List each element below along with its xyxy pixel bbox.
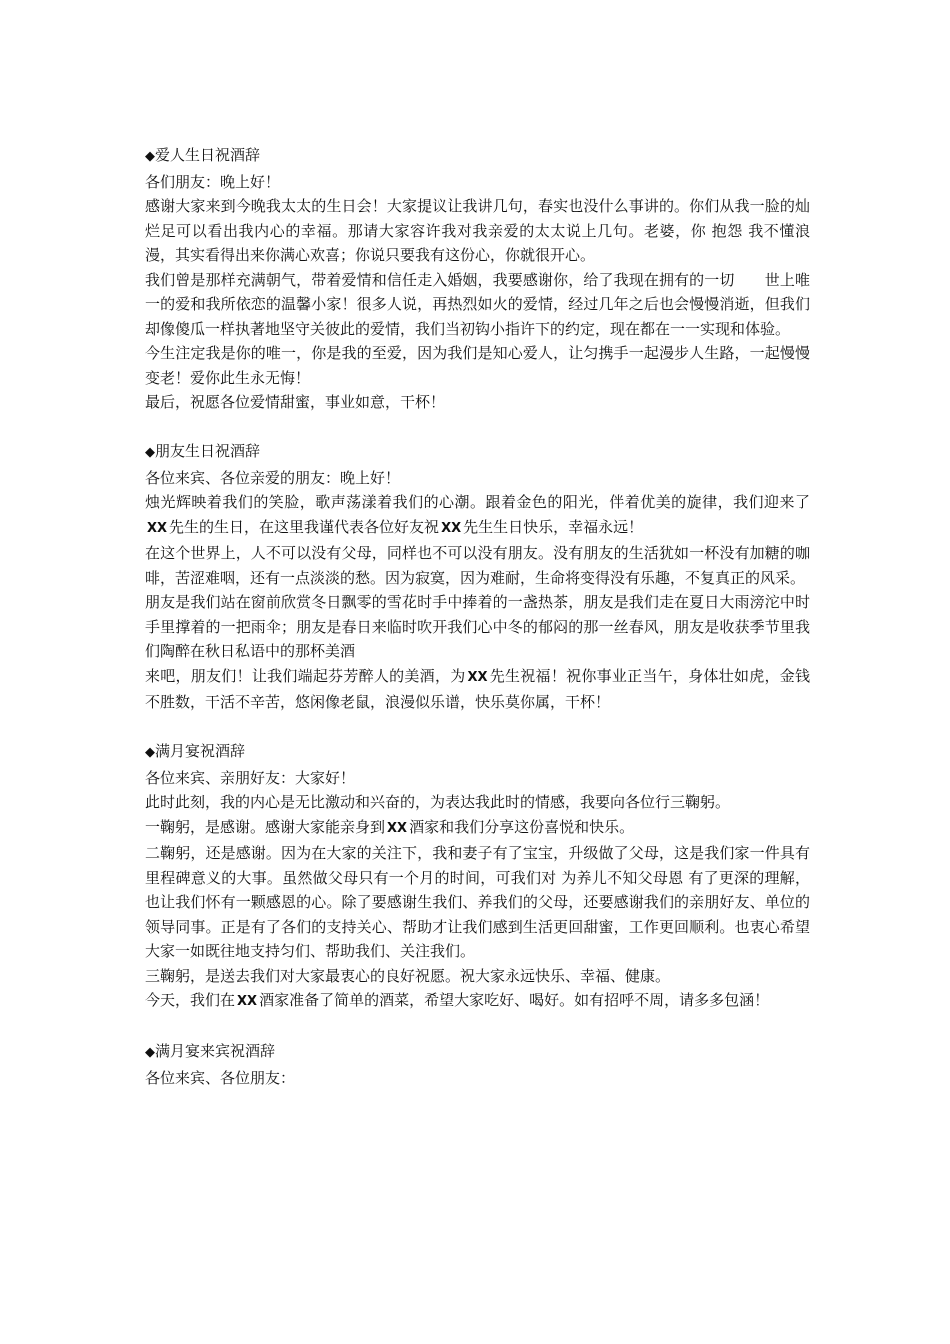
diamond-bullet-icon: ◆: [145, 149, 155, 164]
paragraph: 各位来宾、各位亲爱的朋友：晚上好！: [145, 468, 401, 487]
paragraph: 今天，我们在 XX 酒家准备了简单的酒菜，希望大家吃好、喝好。如有招呼不周，请多多包涵！: [145, 991, 770, 1009]
paragraph: 来吧，朋友们！让我们端起芬芳醉人的美酒，为 XX 先生祝福！祝你事业正当午，身体壮如虎，金钱不胜数，干活不辛苦，悠闲像老鼠，浪漫似乐谱，快乐莫你属，干杯！: [145, 666, 810, 711]
section-full-month-banquet-toast: [145, 739, 810, 1015]
paragraph: 二鞠躬，还是感谢。因为在大家的关注下，我和妻子有了宝宝，升级做了父母，这是我们家一件具有里程碑意义的大事。虽然做父母只有一个月的时间，可我们对 为养儿不知父母恩 有了更深的理解，也让我们怀有一颗感恩的心。除了要感谢生我们、养我们的父母，还要感谢我们的亲朋好友、单位的领导同事。正是有了各们的支持关心、帮助才让我们感到生活更回甜蜜，工作更回顺利。也衷心希望大家一如既往地支持匀们、帮助我们、关注我们。: [145, 844, 810, 960]
document-page: [145, 143, 810, 1090]
diamond-bullet-icon: ◆: [145, 445, 155, 460]
name-placeholder: XX: [387, 820, 408, 836]
paragraph: 朋友是我们站在窗前欣赏冬日飘零的雪花时手中捧着的一盏热茶，朋友是我们走在夏日大雨滂沱中时手里撑着的一把雨伞；朋友是春日来临时吹开我们心中冬的郁闷的那一丝春风，朋友是收获季节里我们陶醉在秋日私语中的那杯美酒: [145, 593, 810, 660]
paragraph: 最后，祝愿各位爱情甜蜜，事业如意，干杯！: [145, 393, 446, 411]
name-placeholder: XX: [441, 520, 462, 536]
section-friend-birthday-toast: [145, 439, 810, 715]
section-title: 满月宴来宾祝酒辞: [155, 1042, 276, 1060]
paragraph: 感谢大家来到今晚我太太的生日会！大家提议让我讲几句，春实也没什么事讲的。你们从我一脸的灿烂足可以看出我内心的幸福。那请大家容许我对我亲爱的太太说上几句。老婆，你 抱怨 我不懂浪漫，其实看得出来你满心欢喜；你说只要我有这份心，你就很开心。: [145, 197, 810, 264]
section-title: 爱人生日祝酒辞: [155, 146, 261, 164]
paragraph: 今生注定我是你的唯一，你是我的至爱，因为我们是知心爱人，让匀携手一起漫步人生路，一起慢慢变老！爱你此生永无悔！: [145, 344, 810, 387]
paragraph: 三鞠躬，是送去我们对大家最衷心的良好祝愿。祝大家永远快乐、幸福、健康。: [145, 966, 671, 985]
name-placeholder: XX: [467, 669, 488, 685]
section-title: 满月宴祝酒辞: [155, 742, 246, 760]
section-heading: [145, 439, 810, 466]
section-spouse-birthday-toast: [145, 143, 810, 415]
diamond-bullet-icon: ◆: [145, 1045, 155, 1060]
paragraph: 一鞠躬，是感谢。感谢大家能亲身到 XX 酒家和我们分享这份喜悦和快乐。: [145, 817, 635, 836]
paragraph: 烛光辉映着我们的笑脸，歌声荡漾着我们的心潮。跟着金色的阳光，伴着优美的旋律，我们迎来了XX 先生的生日，在这里我谨代表各位好友祝 XX 先生生日快乐，幸福永远！: [145, 493, 810, 536]
section-heading: [145, 143, 810, 170]
section-heading: [145, 739, 810, 766]
section-full-month-guest-toast: [145, 1039, 810, 1090]
section-title: 朋友生日祝酒辞: [155, 442, 261, 460]
paragraph: 在这个世界上，人不可以没有父母，同样也不可以没有朋友。没有朋友的生活犹如一杯没有加糖的咖啡，苦涩难咽，还有一点淡淡的愁。因为寂寞，因为难耐，生命将变得没有乐趣，不复真正的风采。: [145, 544, 810, 587]
paragraph: 此时此刻，我的内心是无比激动和兴奋的，为表达我此时的情感，我要向各位行三鞠躬。: [145, 793, 731, 811]
paragraph: 各位来宾、亲朋好友：大家好！: [145, 768, 356, 787]
section-heading: [145, 1039, 810, 1066]
paragraph: 各们朋友：晚上好！: [145, 172, 281, 191]
name-placeholder: XX: [147, 520, 168, 536]
diamond-bullet-icon: ◆: [145, 745, 155, 760]
paragraph: 各位来宾、各位朋友：: [145, 1068, 296, 1087]
paragraph: 我们曾是那样充满朝气，带着爱情和信任走入婚姻，我要感谢你，给了我现在拥有的一切 世上唯一的爱和我所依恋的温馨小家！很多人说，再热烈如火的爱情，经过几年之后也会慢慢消逝，但我们却像傻瓜一样执著地坚守关彼此的爱情，我们当初钩小指许下的约定，现在都在一一实现和体验。: [145, 270, 810, 338]
name-placeholder: XX: [237, 994, 258, 1009]
